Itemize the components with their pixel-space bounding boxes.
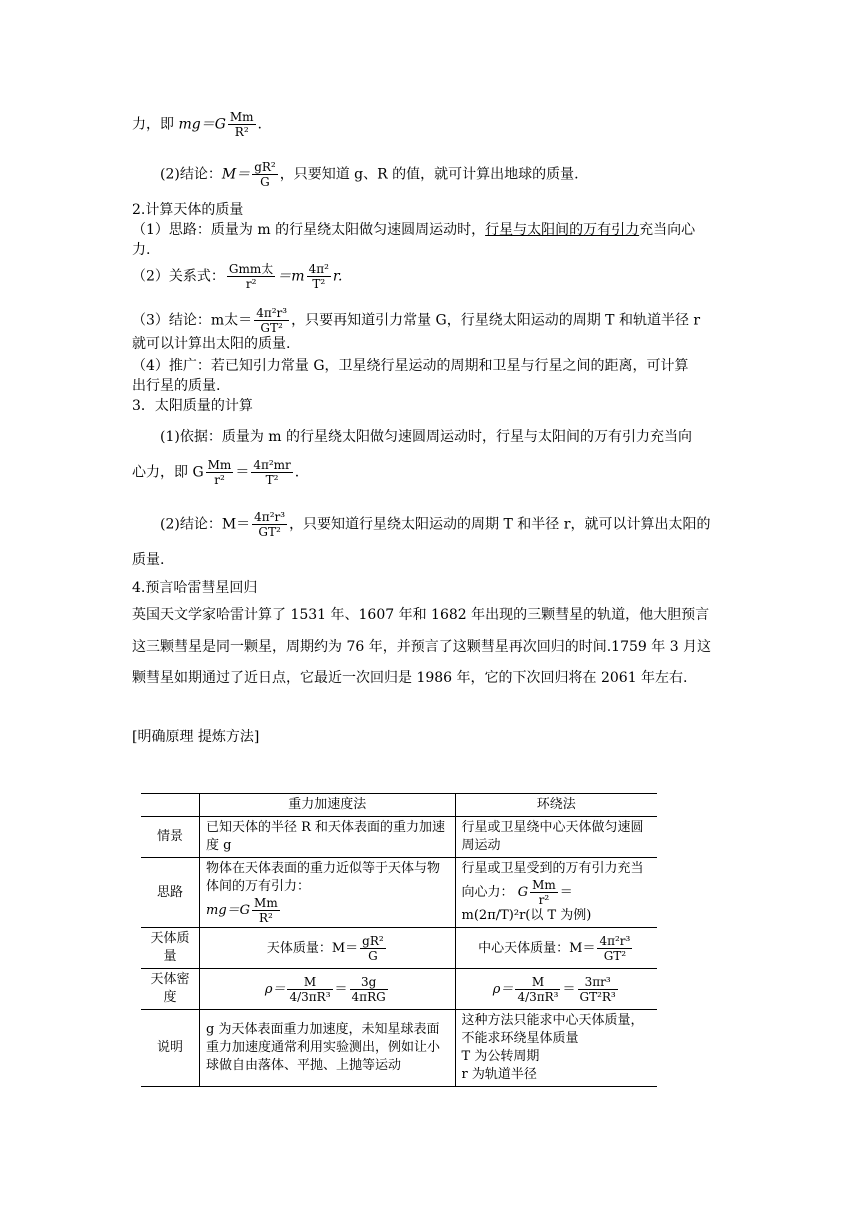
text: 中心天体质量：M＝ <box>478 940 596 956</box>
formula: G <box>517 885 529 900</box>
table-cell <box>200 969 456 1010</box>
fraction <box>251 458 292 487</box>
section-title: 4.预言哈雷彗星回归 <box>132 580 258 596</box>
text-line <box>132 458 299 487</box>
table-header-cell <box>141 794 200 817</box>
numerator: 4π²mr <box>253 458 291 472</box>
numerator: Mm <box>254 896 278 910</box>
text: ＝ <box>562 981 576 997</box>
table-header-cell: 环绕法 <box>455 794 657 817</box>
section-heading: [明确原理 提炼方法] <box>132 729 260 745</box>
text: ＝ <box>235 464 250 481</box>
text: (2)结论： <box>160 166 222 183</box>
text: （2）关系式： <box>132 268 225 285</box>
table-row <box>141 969 657 1010</box>
formula: mg＝G <box>178 116 226 133</box>
text: 充当向心 <box>639 222 696 238</box>
text-line: 力. <box>132 242 151 258</box>
table-row <box>141 817 657 858</box>
denominator: 4/3πR³ <box>517 989 559 1004</box>
text-line: （4）推广：若已知引力常量 G，卫星绕行星运动的周期和卫星与行星之间的距离，可计算 <box>132 358 689 374</box>
text: （1）思路：质量为 m 的行星绕太阳做匀速圆周运动时， <box>132 222 486 238</box>
fraction <box>252 896 280 925</box>
table-cell <box>455 928 657 969</box>
text-line: 出行星的质量. <box>132 378 221 394</box>
table-cell <box>455 858 657 928</box>
section-title: 2.计算天体的质量 <box>132 202 244 218</box>
comparison-table <box>141 793 657 1087</box>
numerator: gR² <box>362 933 384 948</box>
formula: ρ＝ <box>492 981 514 997</box>
denominator: GT² <box>260 321 283 335</box>
text: 力，即 <box>132 116 179 133</box>
text-line: 这三颗彗星是同一颗星，周期约为 76 年，并预言了这颗彗星再次回归的时间.1759 年 3 月这 <box>132 639 712 655</box>
numerator: 4π² <box>308 262 329 276</box>
text: 这种方法只能求中心天体质量，不能求环绕星体质量 <box>461 1013 644 1046</box>
numerator: gR² <box>254 160 276 174</box>
denominator: 4πRG <box>351 989 386 1004</box>
denominator: GT²R³ <box>579 989 616 1004</box>
text: r 为轨道半径 <box>461 1067 537 1082</box>
denominator: r² <box>245 277 257 291</box>
table-cell <box>200 928 456 969</box>
fraction <box>597 934 632 963</box>
text-line <box>132 262 343 291</box>
text: (2)结论：M＝ <box>160 516 251 533</box>
row-label: 说明 <box>141 1010 200 1087</box>
section-title: 3．太阳质量的计算 <box>132 398 253 414</box>
table-header-row <box>141 794 657 817</box>
text-line <box>160 160 579 189</box>
text: （3）结论：m太＝ <box>132 312 253 329</box>
denominator: G <box>260 175 270 189</box>
row-label: 天体密度 <box>141 969 200 1010</box>
denominator: GT² <box>258 525 281 539</box>
text: 天体质量：M＝ <box>266 940 359 956</box>
table-header-cell: 重力加速度法 <box>200 794 456 817</box>
row-label: 思路 <box>141 858 200 928</box>
fraction <box>578 975 618 1004</box>
row-label: 情景 <box>141 817 200 858</box>
formula: ρ＝ <box>264 981 286 997</box>
numerator: 3πr³ <box>578 975 618 990</box>
text-line <box>132 220 695 240</box>
numerator: M <box>287 975 332 990</box>
text-line: 颗彗星如期通过了近日点，它最近一次回归是 1986 年，它的下次回归将在 2061 年左右. <box>132 670 688 686</box>
text: 行星或卫星受到的万有引力充当向心力： <box>461 861 644 900</box>
text-line: 力，即 mg＝G $\frac{Mm}{\text{R²}}$ . <box>132 110 262 139</box>
text-line: 英国天文学家哈雷计算了 1531 年、1607 年和 1682 年出现的三颗彗星的轨道，他大胆预言 <box>132 607 710 623</box>
table-cell <box>200 858 456 928</box>
formula: ＝m <box>277 268 305 285</box>
numerator: Gmm太 <box>228 262 274 276</box>
numerator: Mm <box>229 110 254 124</box>
formula: M＝ <box>221 166 251 183</box>
denominator: 4/3πR³ <box>289 989 331 1004</box>
table-cell <box>455 969 657 1010</box>
fraction <box>252 160 278 189</box>
fraction <box>252 510 287 539</box>
denominator: T² <box>265 473 279 487</box>
denominator: T² <box>312 277 326 291</box>
text: ＝ <box>334 981 348 997</box>
denominator: G <box>368 948 378 963</box>
text: 物体在天体表面的重力近似等于天体与物体间的万有引力： <box>206 861 441 894</box>
fraction <box>515 975 560 1004</box>
text-line <box>132 306 700 335</box>
table-row <box>141 1010 657 1087</box>
fraction <box>227 262 275 291</box>
text: . <box>294 464 300 481</box>
fraction <box>360 934 386 963</box>
text: T 为公转周期 <box>461 1049 540 1064</box>
row-label: 天体质量 <box>141 928 200 969</box>
table-row <box>141 858 657 928</box>
underlined-text: 行星与太阳间的万有引力 <box>485 222 640 238</box>
table-row <box>141 928 657 969</box>
numerator: 3g <box>350 975 388 990</box>
table-cell: 行星或卫星绕中心天体做匀速圆周运动 <box>455 817 657 858</box>
fraction <box>530 878 558 907</box>
formula: r. <box>332 268 343 285</box>
denominator: R² <box>234 125 249 139</box>
text-line <box>160 510 710 539</box>
numerator: M <box>515 975 560 990</box>
text: ＝m(2π/T)²r(以 T 为例) <box>461 885 592 923</box>
text: ，只要再知道引力常量 G，行星绕太阳运动的周期 T 和轨道半径 r <box>291 312 701 329</box>
fraction <box>350 975 388 1004</box>
denominator: r² <box>538 893 550 907</box>
text-line: (1)依据：质量为 m 的行星绕太阳做匀速圆周运动时，行星与太阳间的万有引力充当向 <box>160 429 693 445</box>
text-line: 质量. <box>132 552 165 568</box>
fraction <box>228 110 256 139</box>
numerator: Mm <box>207 458 232 472</box>
text: ，只要知道 g、R 的值，就可计算出地球的质量. <box>279 166 579 183</box>
denominator: r² <box>214 473 225 487</box>
numerator: 4π²r³ <box>254 510 286 524</box>
table-cell <box>455 1010 657 1087</box>
text: ，只要知道行星绕太阳运动的周期 T 和半径 r，就可以计算出太阳的 <box>289 516 711 533</box>
denominator: GT² <box>603 948 627 963</box>
numerator: Mm <box>532 878 556 892</box>
table-cell: 已知天体的半径 R 和天体表面的重力加速度 g <box>200 817 456 858</box>
numerator: 4π²r³ <box>256 306 288 320</box>
fraction <box>254 306 289 335</box>
table-cell: g 为天体表面重力加速度，未知星球表面重力加速度通常利用实验测出，例如让小球做自由落体、平抛、上抛等运动 <box>200 1010 456 1087</box>
fraction <box>206 458 234 487</box>
fraction <box>307 262 331 291</box>
formula: mg＝G <box>206 903 251 918</box>
text: 心力，即 G <box>132 464 204 481</box>
numerator: 4π²r³ <box>599 933 631 948</box>
text-line: 就可以计算出太阳的质量. <box>132 336 291 352</box>
denominator: R² <box>258 911 273 925</box>
fraction <box>287 975 332 1004</box>
